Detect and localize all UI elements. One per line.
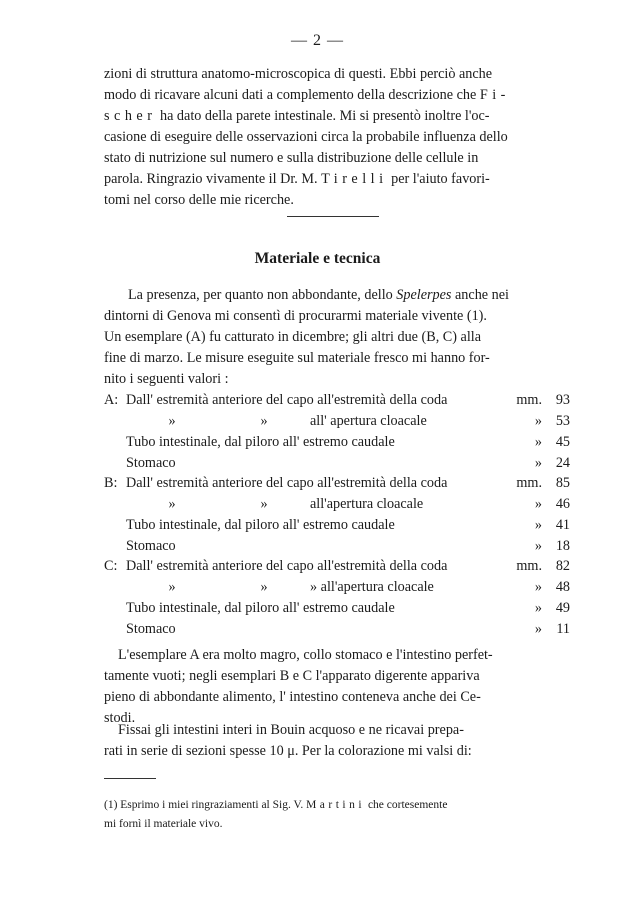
species-name: Spelerpes [396,287,452,303]
technique-line-1: Fissai gli intestini interi in Bouin acquoso e ne ricavai prepa- [118,722,464,738]
specimen-label: C: [104,558,118,574]
author-name-fischer-part1: Fi- [479,87,510,103]
measure-row: » » all' apertura cloacale » 53 [168,413,570,429]
measure-row: Tubo intestinale, dal piloro all' estremo caudale » 45 [126,434,570,450]
material-line-5: nito i seguenti valori : [104,371,229,387]
intro-paragraph [104,64,570,211]
technique-line-2: rati in serie di sezioni spesse 10 μ. Per la colorazione mi valsi di: [104,743,472,759]
author-name-fischer-part2: scher [104,108,157,124]
specimen-line-4: stodi. [104,710,136,726]
material-line-3: Un esemplare (A) fu catturato in dicembre; gli altri due (B, C) alla [104,329,482,345]
specimen-line-3: pieno di abbondante alimento, l' intestino conteneva anche dei Ce- [104,689,481,705]
section-divider [287,216,379,217]
footnote-rule [104,778,156,779]
measure-row: Stomaco » 24 [126,455,570,471]
footnote-line-2: mi fornì il materiale vivo. [104,818,223,830]
intro-line-7: tomi nel corso delle mie ricerche. [104,192,294,208]
measure-row: Stomaco » 18 [126,538,570,554]
material-line-1: La presenza, per quanto non abbondante, dello Spelerpes anche nei [128,287,509,303]
specimen-label: A: [104,392,119,408]
measurements-specimen-b [104,473,570,557]
section-heading: Materiale e tecnica [254,250,381,267]
material-line-4: fine di marzo. Le misure eseguite sul materiale fresco mi hanno for- [104,350,490,366]
author-name-tirelli: Tirelli [321,171,388,187]
specimen-line-2: tamente vuoti; negli esemplari B e C l'apparato digerente appariva [104,668,480,684]
measure-row: » » all'apertura cloacale » 46 [168,496,570,512]
intro-line-4: casione di eseguire delle osservazioni circa la probabile influenza dello [104,129,508,145]
intro-line-1: zioni di struttura anatomo-microscopica di questi. Ebbi perciò anche [104,66,493,82]
intro-line-2: modo di ricavare alcuni dati a complemento della descrizione che Fi- [104,87,510,103]
measurements-specimen-c [104,556,570,640]
measure-row: C: Dall' estremità anteriore del capo all'estremità della coda mm. 82 [104,556,570,577]
specimen-line-1: L'esemplare A era molto magro, collo stomaco e l'intestino perfet- [118,647,493,663]
page-number: — 2 — [291,32,344,49]
measure-row: Tubo intestinale, dal piloro all' estremo caudale » 41 [126,517,570,533]
material-paragraph [104,285,570,390]
specimen-label: B: [104,475,118,491]
specimen-paragraph [104,645,570,729]
intro-line-3: scher ha dato della parete intestinale. Mi si presentò inoltre l'oc- [104,108,490,124]
material-line-2: dintorni di Genova mi consentì di procurarmi materiale vivente (1). [104,308,487,324]
intro-line-5: stato di nutrizione sul numero e sulla distribuzione delle cellule in [104,150,479,166]
measure-row: A: Dall' estremità anteriore del capo all'estremità della coda mm. 93 [104,390,570,411]
intro-line-6: parola. Ringrazio vivamente il Dr. M. Tirelli per l'aiuto favori- [104,171,490,187]
footnote-line-1: (1) Esprimo i miei ringraziamenti al Sig. V. Martini che cortesemente [104,799,448,811]
name-martini: Martini [306,799,366,811]
measure-row: Tubo intestinale, dal piloro all' estremo caudale » 49 [126,600,570,616]
measure-row: Stomaco » 11 [126,621,570,637]
technique-paragraph [104,720,570,762]
measurements-specimen-a [104,390,570,474]
measure-row: » » » all'apertura cloacale » 48 [168,579,570,595]
measure-row: B: Dall' estremità anteriore del capo all'estremità della coda mm. 85 [104,473,570,494]
footnote [104,796,570,834]
